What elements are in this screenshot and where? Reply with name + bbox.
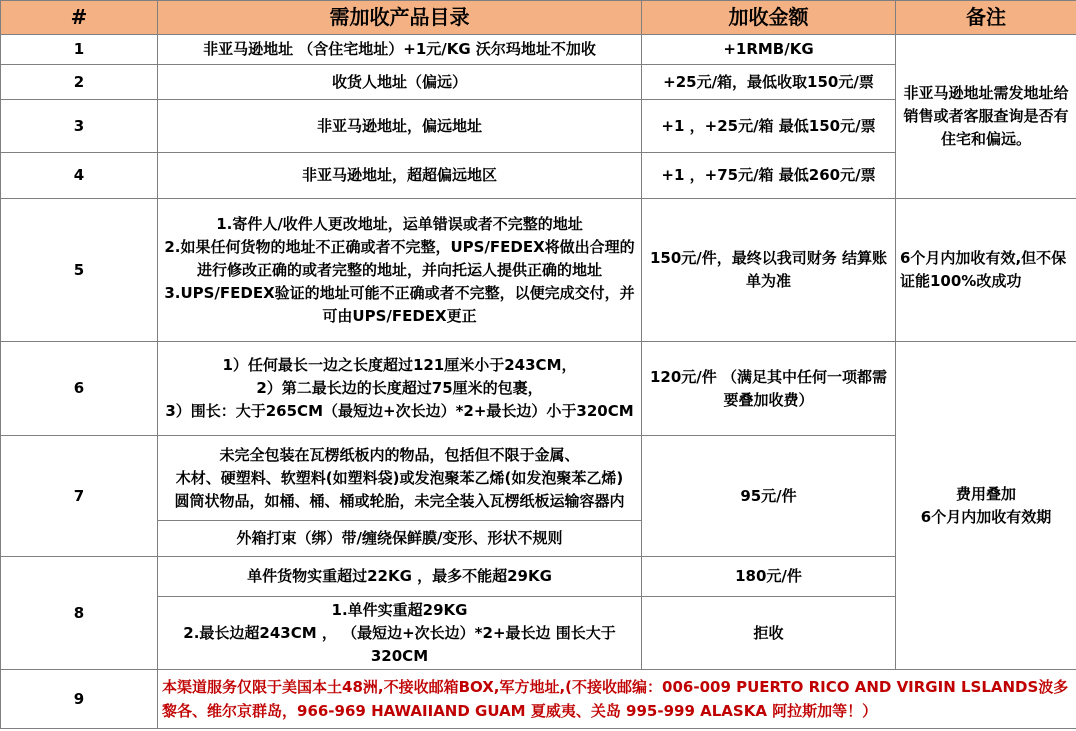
row-number: 5 (1, 199, 158, 342)
row-amount: +1 ，+75元/箱 最低260元/票 (642, 153, 896, 199)
header-amount: 加收金额 (642, 1, 896, 35)
row-amount: 150元/件，最终以我司财务 结算账单为准 (642, 199, 896, 342)
row-remark: 6个月内加收有效,但不保证能100%改成功 (896, 199, 1076, 342)
row-amount: 95元/件 (642, 436, 896, 557)
row-amount: 120元/件 （满足其中任何一项都需要叠加收费） (642, 342, 896, 436)
row-item: 1）任何最长一边之长度超过121厘米小于243CM， 2）第二最长边的长度超过75厘米的包裹， 3）围长：大于265CM（最短边+次长边）*2+最长边）小于320CM (158, 342, 642, 436)
table-row (1, 342, 1076, 436)
row-item: 1.单件实重超29KG 2.最长边超243CM ， （最短边+次长边）*2+最长边 围长大于320CM (158, 597, 642, 670)
row-item: 外箱打束（绑）带/缠绕保鲜膜/变形、形状不规则 (158, 521, 642, 557)
row-amount: 180元/件 (642, 557, 896, 597)
row-number: 2 (1, 65, 158, 100)
row-number: 9 (1, 670, 158, 729)
remark-stacked-fees: 费用叠加 6个月内加收有效期 (896, 342, 1076, 670)
table-row (1, 670, 1076, 729)
table-row (1, 199, 1076, 342)
header-num: # (1, 1, 158, 35)
header-remark: 备注 (896, 1, 1076, 35)
row-number: 4 (1, 153, 158, 199)
row-item: 1.寄件人/收件人更改地址，运单错误或者不完整的地址 2.如果任何货物的地址不正确或者不完整，UPS/FEDEX将做出合理的 进行修改正确的或者完整的地址，并向托运人提供正确的地址 3.UPS/FEDEX验证的地址可能不正确或者不完整，以便完成交付，并可由UPS/FEDEX更正 (158, 199, 642, 342)
row-item: 单件货物实重超过22KG ，最多不能超29KG (158, 557, 642, 597)
header-catalog: 需加收产品目录 (158, 1, 642, 35)
row-number: 6 (1, 342, 158, 436)
header-row (1, 1, 1076, 35)
row-amount: +25元/箱，最低收取150元/票 (642, 65, 896, 100)
row-number: 1 (1, 35, 158, 65)
row-number: 3 (1, 100, 158, 153)
remark-address-query: 非亚马逊地址需发地址给销售或者客服查询是否有住宅和偏远。 (896, 35, 1076, 199)
row-amount: +1 ，+25元/箱 最低150元/票 (642, 100, 896, 153)
row-item: 非亚马逊地址，偏远地址 (158, 100, 642, 153)
row-amount: +1RMB/KG (642, 35, 896, 65)
row-item: 非亚马逊地址 （含住宅地址）+1元/KG 沃尔玛地址不加收 (158, 35, 642, 65)
row-amount: 拒收 (642, 597, 896, 670)
row-number: 8 (1, 557, 158, 670)
row-item: 非亚马逊地址，超超偏远地区 (158, 153, 642, 199)
row-item: 收货人地址（偏远） (158, 65, 642, 100)
row-item: 未完全包装在瓦楞纸板内的物品，包括但不限于金属、 木材、硬塑料、软塑料(如塑料袋)或发泡聚苯乙烯(如发泡聚苯乙烯) 圆筒状物品，如桶、桶、桶或轮胎，未完全装入瓦楞纸板运输容器内 (158, 436, 642, 521)
table-row (1, 35, 1076, 65)
service-scope-note: 本渠道服务仅限于美国本土48洲,不接收邮箱BOX,军方地址,(不接收邮编：006-009 PUERTO RICO AND VIRGIN LSLANDS波多黎各、维尔京群岛，966-969 HAWAIIAND GUAM 夏威夷、关岛 995-999 ALASKA 阿拉斯加等！） (158, 670, 1076, 729)
row-number: 7 (1, 436, 158, 557)
